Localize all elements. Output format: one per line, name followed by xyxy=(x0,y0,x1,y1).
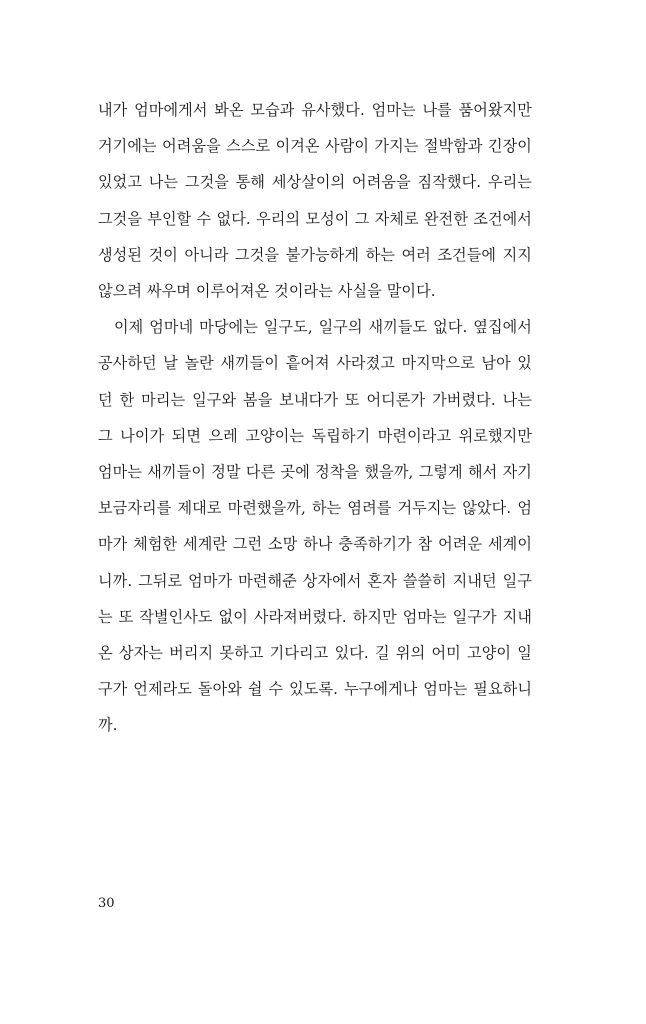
body-text xyxy=(98,92,532,744)
page-number: 30 xyxy=(98,896,115,911)
paragraph: 내가 엄마에게서 봐온 모습과 유사했다. 엄마는 나를 품어왔지만 거기에는 어려움을 스스로 이겨온 사람이 가지는 절박함과 긴장이 있었고 나는 그것을 통해 세상살이의 어려움을 짐작했다. 우리는 그것을 부인할 수 없다. 우리의 모성이 그 자체로 완전한 조건에서 생성된 것이 아니라 그것을 불가능하게 하는 여러 조건들에 지지 않으려 싸우며 이루어져온 것이라는 사실을 말이다. xyxy=(98,101,532,301)
paragraph: 이제 엄마네 마당에는 일구도, 일구의 새끼들도 없다. 옆집에서 공사하던 날 놀란 새끼들이 흩어져 사라졌고 마지막으로 남아 있던 한 마리는 일구와 봄을 보내다가 또 어디론가 가버렸다. 나는 그 나이가 되면 으레 고양이는 독립하기 마련이라고 위로했지만 엄마는 새끼들이 정말 다른 곳에 정착을 했을까, 그렇게 해서 자기 보금자리를 제대로 마련했을까, 하는 염려를 거두지는 않았다. 엄마가 체험한 세계란 그런 소망 하나 충족하기가 참 어려운 세계이니까. 그뒤로 엄마가 마련해준 상자에서 혼자 쓸쓸히 지내던 일구는 또 작별인사도 없이 사라져버렸다. 하지만 엄마는 일구가 지내온 상자는 버리지 못하고 기다리고 있다. 길 위의 어미 고양이 일구가 언제라도 돌아와 쉴 수 있도록. 누구에게나 엄마는 필요하니까. xyxy=(98,318,532,735)
